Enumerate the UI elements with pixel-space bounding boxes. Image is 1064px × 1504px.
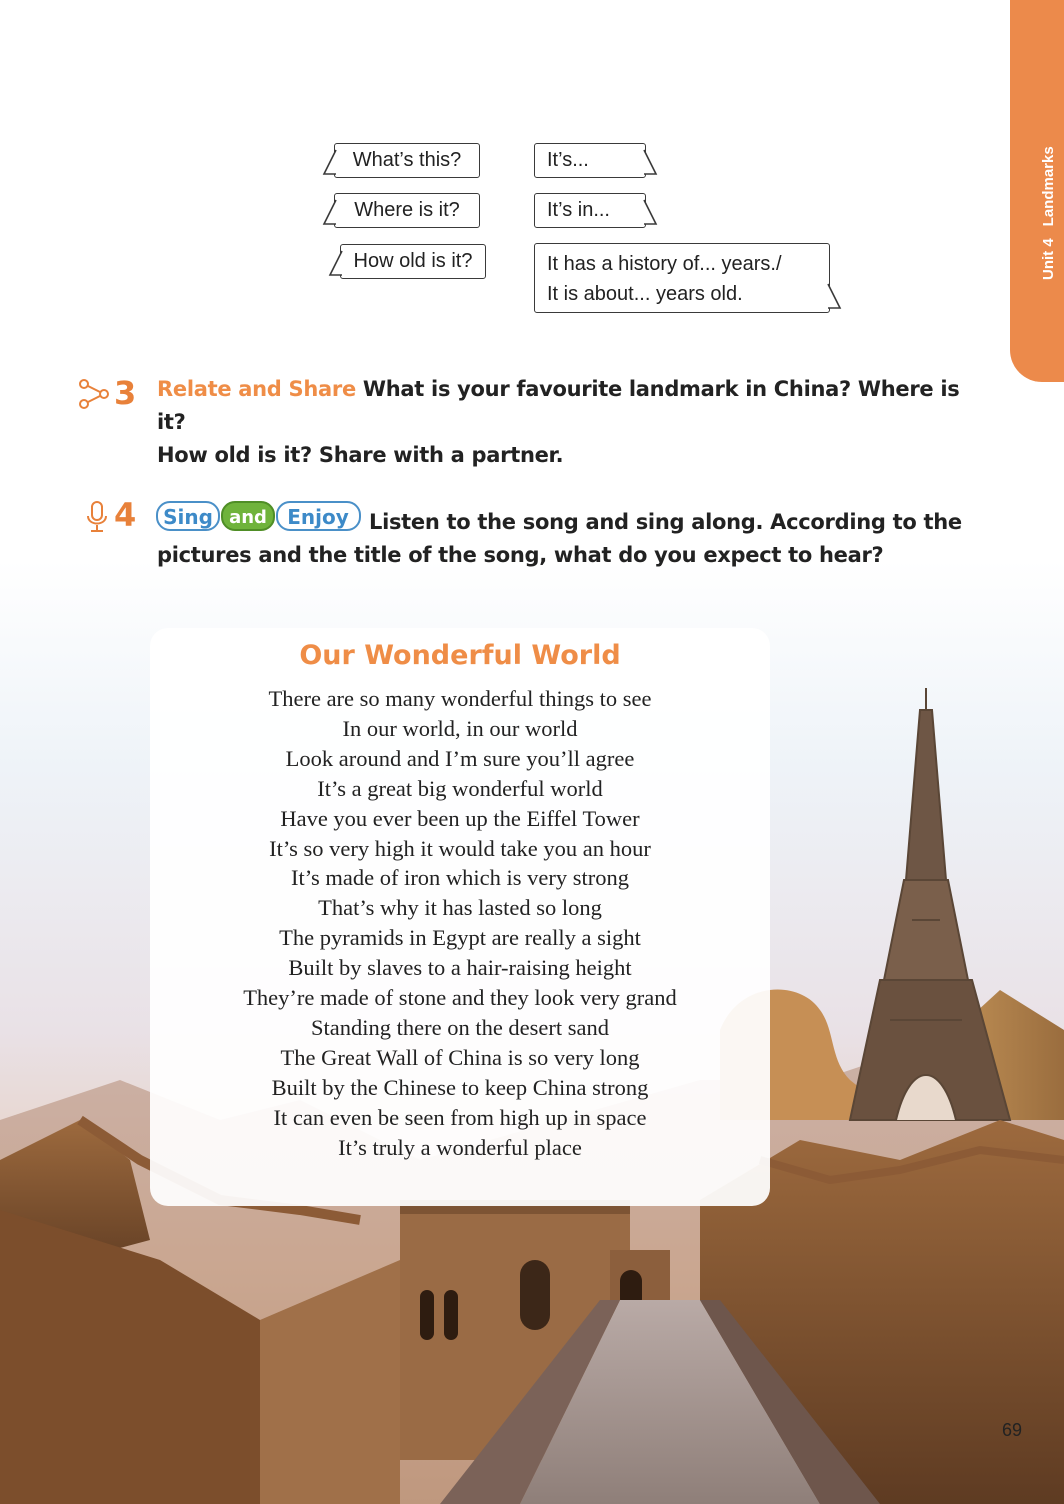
- answer-bubble-its-in: [534, 193, 646, 228]
- bubble-tail: [322, 148, 338, 178]
- song-title: Our Wonderful World: [299, 640, 621, 671]
- lyric-line: Built by the Chinese to keep China strong: [271, 1074, 649, 1100]
- activity-3-line-1: What is your favourite landmark in China? Where is it?: [157, 377, 960, 434]
- unit-topic: Landmarks: [1040, 146, 1057, 227]
- activity-4-instructions: [157, 506, 977, 572]
- unit-side-tab-label: [1040, 146, 1057, 280]
- answer-text: It is about... years old.: [547, 283, 743, 305]
- question-text: Where is it?: [354, 199, 460, 221]
- page-number: 69: [1002, 1420, 1023, 1440]
- bubble-tail: [642, 198, 658, 228]
- lyric-line: In our world, in our world: [342, 715, 578, 741]
- activity-4-line-2: pictures and the title of the song, what do you expect to hear?: [157, 543, 884, 567]
- question-text: What’s this?: [352, 149, 462, 171]
- activity-4-line-1: Listen to the song and sing along. According to the: [369, 510, 962, 534]
- lyric-line: It’s a great big wonderful world: [317, 775, 603, 801]
- lyric-line: They’re made of stone and they look very grand: [243, 985, 677, 1011]
- question-bubble-what: [334, 143, 480, 178]
- activity-3-instructions: [157, 373, 977, 472]
- answer-bubble-history: [534, 243, 830, 313]
- unit-number: Unit 4: [1040, 238, 1057, 280]
- activity-3-number: 3: [114, 374, 137, 412]
- lyric-line: The Great Wall of China is so very long: [280, 1044, 640, 1070]
- song-lyrics: [150, 684, 770, 1163]
- badge-and: and: [229, 507, 267, 528]
- question-bubble-how-old: [340, 244, 486, 279]
- lyric-line: It’s so very high it would take you an hour: [269, 835, 651, 861]
- activity-3-line-2: How old is it? Share with a partner.: [157, 443, 564, 467]
- song-lyrics-card: [150, 628, 770, 1206]
- answer-text: It’s...: [547, 149, 589, 171]
- bubble-tail: [322, 198, 338, 228]
- badge-enjoy: Enjoy: [287, 505, 349, 529]
- microphone-icon: [84, 500, 110, 534]
- badge-sing: Sing: [163, 505, 213, 529]
- lyric-line: It’s truly a wonderful place: [338, 1134, 582, 1160]
- lyric-line: That’s why it has lasted so long: [318, 895, 602, 921]
- lyric-line: Standing there on the desert sand: [310, 1014, 610, 1040]
- bubble-tail: [826, 282, 842, 312]
- lyric-line: Built by slaves to a hair-raising height: [288, 955, 632, 981]
- lyric-line: It can even be seen from high up in space: [273, 1104, 647, 1130]
- lyric-line: Look around and I’m sure you’ll agree: [285, 745, 635, 771]
- lyric-line: The pyramids in Egypt are really a sight: [279, 925, 641, 951]
- lyric-line: Have you ever been up the Eiffel Tower: [280, 805, 640, 831]
- activity-4-number: 4: [114, 496, 137, 534]
- lyric-line: It’s made of iron which is very strong: [290, 865, 630, 891]
- question-bubble-where: [334, 193, 480, 228]
- bubble-tail: [328, 249, 344, 279]
- lyric-line: There are so many wonderful things to see: [268, 686, 652, 711]
- question-text: How old is it?: [353, 250, 473, 272]
- answer-bubble-its: [534, 143, 646, 178]
- answer-text: It’s in...: [547, 199, 610, 221]
- answer-text: It has a history of... years./: [547, 253, 782, 275]
- bubble-tail: [642, 148, 658, 178]
- share-network-icon: [78, 378, 110, 410]
- activity-3-title: Relate and Share: [157, 377, 356, 401]
